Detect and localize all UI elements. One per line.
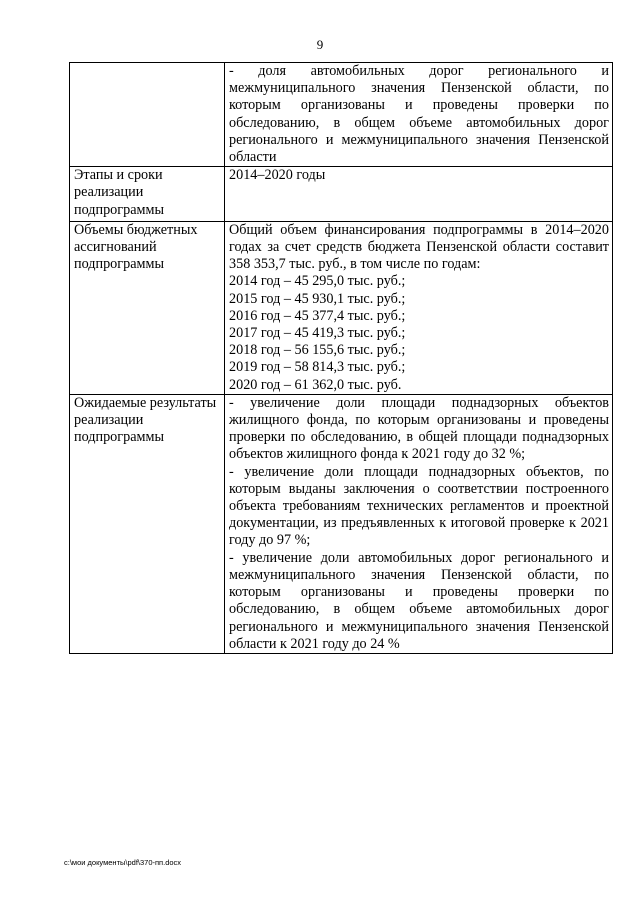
row-content-budget: [225, 221, 613, 394]
row-label: [70, 63, 225, 167]
row-label-results: [70, 394, 225, 653]
table-row: [70, 167, 613, 222]
budget-year-line: 2014 год – 45 295,0 тыс. руб.;: [229, 273, 406, 290]
label-text: Этапы и сроки реализации подпрограммы: [74, 167, 164, 218]
stages-value: 2014–2020 годы: [229, 167, 326, 184]
budget-intro: Общий объем финансирования подпрограммы в 2014–2020 годах за счет средств бюджета Пензенской области составит 358 353,7 тыс. руб., в том числе по годам:: [229, 221, 609, 273]
table-row: [70, 394, 613, 653]
subprogram-passport-table: [69, 62, 613, 654]
row-label-stages: [70, 167, 225, 222]
budget-year-line: 2020 год – 61 362,0 тыс. руб.: [229, 376, 402, 393]
budget-year-line: 2016 год – 45 377,4 тыс. руб.;: [229, 307, 406, 324]
result-paragraph: - увеличение доли площади поднадзорных объектов, по которым выданы заключения о соответствии построенного объекта требованиям технических регламентов и проектной документации, из предъявленных к итоговой проверке к 2021 году до 97 %;: [229, 463, 609, 549]
indicator-paragraph: - доля автомобильных дорог регионального и межмуниципального значения Пензенской области, по которым организованы и проведены проверки по обследованию, в общем объеме автомобильных дорог регионального и межмуниципального значения Пензенской области: [229, 63, 609, 166]
budget-year-line: 2019 год – 58 814,3 тыс. руб.;: [229, 359, 406, 376]
table-row: [70, 221, 613, 394]
page-number: 9: [316, 37, 324, 52]
budget-year-line: 2017 год – 45 419,3 тыс. руб.;: [229, 325, 406, 342]
result-paragraph: - увеличение доли автомобильных дорог регионального и межмуниципального значения Пензенской области, по которым организованы и проведены проверки по обследованию, в общем объеме автомобильных дорог регионального и межмуниципального значения Пензенской области к 2021 году до 24 %: [229, 549, 609, 652]
row-content: [225, 63, 613, 167]
result-paragraph: - увеличение доли площади поднадзорных объектов жилищного фонда, по которым организованы и проведены проверки по обследованию, в общей площади поднадзорных объектов жилищного фонда к 2021 году до 32 %;: [229, 394, 609, 463]
budget-year-line: 2015 год – 45 930,1 тыс. руб.;: [229, 290, 406, 307]
label-text: Ожидаемые результаты реализации подпрограммы: [74, 394, 217, 446]
row-content-results: [225, 394, 613, 653]
row-content-stages: [225, 167, 613, 222]
footer-file-path: c:\мои документы\pdf\370-пп.docx: [64, 858, 182, 867]
budget-year-line: 2018 год – 56 155,6 тыс. руб.;: [229, 342, 406, 359]
table-row: [70, 63, 613, 167]
label-text: Объемы бюджетных ассигнований подпрограммы: [74, 221, 198, 273]
row-label-budget: [70, 221, 225, 394]
